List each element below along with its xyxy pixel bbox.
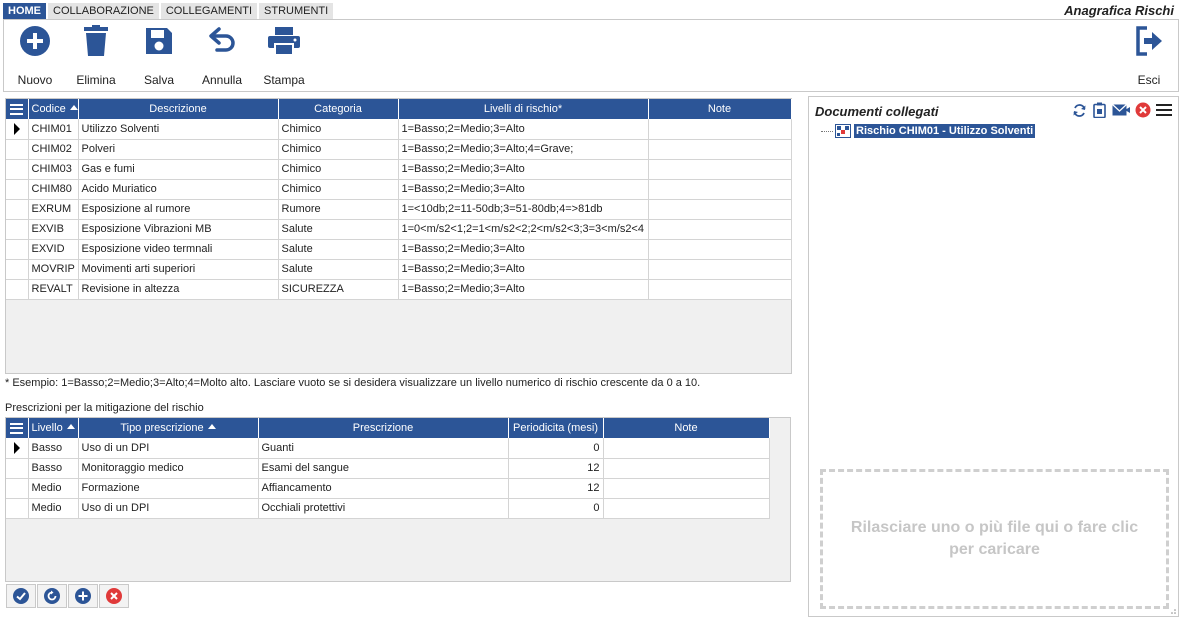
clipboard-icon[interactable] — [1092, 102, 1107, 118]
hamburger-icon[interactable] — [1156, 103, 1172, 117]
print-button-label: Stampa — [263, 73, 305, 87]
table-row[interactable] — [6, 259, 791, 279]
save-button-label: Salva — [143, 73, 175, 87]
cell-note[interactable] — [648, 279, 791, 299]
cell-livelli[interactable]: 1=0<m/s2<1;2=1<m/s2<2;2<m/s2<3;3=3<m/s2<4 — [398, 219, 648, 239]
column-header-livello[interactable] — [28, 418, 78, 438]
cell-codice[interactable]: CHIM03 — [28, 159, 78, 179]
exit-button-label: Esci — [1137, 73, 1161, 87]
cell-codice[interactable]: REVALT — [28, 279, 78, 299]
row-selector[interactable] — [6, 199, 28, 219]
table-row[interactable] — [6, 119, 791, 139]
plus-circle-icon — [74, 587, 92, 605]
tab-bar — [3, 3, 1179, 20]
cell-periodicita[interactable]: 12 — [508, 458, 603, 478]
email-icon[interactable] — [1112, 103, 1130, 117]
refresh-circle-icon — [43, 587, 61, 605]
column-header-codice-label: Codice — [31, 103, 66, 115]
cell-livello[interactable]: Medio — [28, 478, 78, 498]
column-header-livelli[interactable]: Livelli di rischio* — [398, 99, 648, 119]
column-header-note[interactable]: Note — [603, 418, 769, 438]
sort-ascending-icon — [208, 424, 216, 429]
grid-action-buttons — [6, 584, 130, 608]
plus-circle-icon — [4, 24, 66, 58]
save-button[interactable] — [128, 24, 190, 87]
cell-categoria[interactable]: Rumore — [278, 199, 398, 219]
current-row-arrow-icon — [14, 123, 20, 135]
grid-menu-button[interactable] — [6, 99, 28, 119]
cell-livelli[interactable]: 1=Basso;2=Medio;3=Alto — [398, 259, 648, 279]
tree-connector — [821, 131, 833, 132]
table-row[interactable] — [6, 159, 791, 179]
document-node-icon — [835, 124, 851, 138]
column-header-periodicita[interactable]: Periodicita (mesi) — [508, 418, 603, 438]
exit-icon — [1118, 24, 1180, 58]
column-header-tipo-prescrizione[interactable] — [78, 418, 258, 438]
delete-button-label: Elimina — [76, 73, 116, 87]
cell-note[interactable] — [603, 478, 769, 498]
cell-descrizione[interactable]: Polveri — [78, 139, 278, 159]
cell-tipo[interactable]: Uso di un DPI — [78, 498, 258, 518]
cell-note[interactable] — [603, 498, 769, 518]
grid-menu-button[interactable] — [6, 418, 28, 438]
cell-note[interactable] — [648, 239, 791, 259]
row-selector[interactable] — [6, 259, 28, 279]
undo-button-label: Annulla — [201, 73, 243, 87]
cell-categoria[interactable]: Salute — [278, 239, 398, 259]
tab-strumenti[interactable]: STRUMENTI — [259, 3, 333, 19]
tab-home[interactable]: HOME — [3, 3, 46, 19]
cell-categoria[interactable]: Chimico — [278, 159, 398, 179]
column-header-prescrizione[interactable]: Prescrizione — [258, 418, 508, 438]
floppy-disk-icon — [128, 24, 190, 58]
column-header-descrizione[interactable]: Descrizione — [78, 99, 278, 119]
table-row[interactable] — [6, 179, 791, 199]
add-row-button[interactable] — [68, 584, 98, 608]
hamburger-icon — [10, 104, 23, 115]
footnote-text: * Esempio: 1=Basso;2=Medio;3=Alto;4=Molto alto. Lasciare vuoto se si desidera visualizzare un livello numerico di rischio crescente da 0 a 10. — [5, 377, 701, 389]
risks-grid-header — [6, 99, 791, 119]
cell-categoria[interactable]: Salute — [278, 219, 398, 239]
row-selector[interactable] — [6, 219, 28, 239]
cell-note[interactable] — [648, 259, 791, 279]
cell-livelli[interactable]: 1=<10db;2=11-50db;3=51-80db;4=>81db — [398, 199, 648, 219]
close-circle-icon[interactable] — [1135, 102, 1151, 118]
cell-descrizione[interactable]: Revisione in altezza — [78, 279, 278, 299]
table-row[interactable] — [6, 219, 791, 239]
column-header-tipo-label: Tipo prescrizione — [120, 422, 204, 434]
delete-row-button[interactable] — [99, 584, 129, 608]
cell-tipo[interactable]: Formazione — [78, 478, 258, 498]
dropzone-text: Rilasciare uno o più file qui o fare clic per caricare — [850, 519, 1139, 558]
column-header-codice[interactable] — [28, 99, 78, 119]
cell-note[interactable] — [648, 119, 791, 139]
table-row[interactable] — [6, 438, 769, 458]
check-circle-icon — [12, 587, 30, 605]
cell-note[interactable] — [648, 199, 791, 219]
cell-note[interactable] — [648, 219, 791, 239]
cell-prescrizione[interactable]: Guanti — [258, 438, 508, 458]
refresh-icon[interactable] — [1072, 103, 1087, 118]
row-selector[interactable] — [6, 239, 28, 259]
trash-icon — [65, 24, 127, 58]
delete-button[interactable] — [65, 24, 127, 87]
cell-codice[interactable]: EXVID — [28, 239, 78, 259]
file-dropzone[interactable] — [820, 469, 1169, 609]
new-button-label: Nuovo — [17, 73, 53, 87]
table-row[interactable] — [6, 458, 769, 478]
cell-livello[interactable]: Basso — [28, 458, 78, 478]
table-row[interactable] — [6, 139, 791, 159]
cell-periodicita[interactable]: 12 — [508, 478, 603, 498]
cell-descrizione[interactable]: Gas e fumi — [78, 159, 278, 179]
confirm-button[interactable] — [6, 584, 36, 608]
ribbon-toolbar — [3, 19, 1179, 92]
column-header-categoria[interactable]: Categoria — [278, 99, 398, 119]
cell-codice[interactable]: CHIM01 — [28, 119, 78, 139]
cell-livelli[interactable]: 1=Basso;2=Medio;3=Alto — [398, 119, 648, 139]
cell-descrizione[interactable]: Esposizione Vibrazioni MB — [78, 219, 278, 239]
cell-tipo[interactable]: Uso di un DPI — [78, 438, 258, 458]
cell-prescrizione[interactable]: Affiancamento — [258, 478, 508, 498]
cell-codice[interactable]: CHIM80 — [28, 179, 78, 199]
cell-categoria[interactable]: SICUREZZA — [278, 279, 398, 299]
cell-prescrizione[interactable]: Esami del sangue — [258, 458, 508, 478]
cell-categoria[interactable]: Chimico — [278, 139, 398, 159]
table-row[interactable] — [6, 279, 791, 299]
hamburger-icon — [10, 423, 23, 434]
row-selector[interactable] — [6, 438, 28, 458]
table-row[interactable] — [6, 239, 791, 259]
app-title: Anagrafica Rischi — [1064, 3, 1174, 18]
prescriptions-title: Prescrizioni per la mitigazione del rischio — [5, 402, 204, 414]
tab-collaborazione[interactable]: COLLABORAZIONE — [48, 3, 159, 19]
print-button[interactable] — [253, 24, 315, 87]
cell-note[interactable] — [648, 179, 791, 199]
cell-note[interactable] — [648, 159, 791, 179]
row-selector[interactable] — [6, 159, 28, 179]
documents-toolbar — [1072, 102, 1172, 118]
row-selector[interactable] — [6, 498, 28, 518]
new-button[interactable] — [4, 24, 66, 87]
column-header-livello-label: Livello — [31, 422, 63, 434]
cell-note[interactable] — [648, 139, 791, 159]
cell-livelli[interactable]: 1=Basso;2=Medio;3=Alto — [398, 159, 648, 179]
exit-button[interactable] — [1118, 24, 1180, 87]
row-selector[interactable] — [6, 179, 28, 199]
current-row-arrow-icon — [14, 442, 20, 454]
row-selector[interactable] — [6, 279, 28, 299]
sort-ascending-icon — [70, 105, 78, 110]
linked-documents-panel — [808, 96, 1179, 617]
linked-documents-title: Documenti collegati — [815, 104, 939, 119]
row-selector[interactable] — [6, 119, 28, 139]
cell-codice[interactable]: CHIM02 — [28, 139, 78, 159]
cell-periodicita[interactable]: 0 — [508, 498, 603, 518]
resize-grip-icon[interactable] — [1168, 606, 1176, 614]
table-row[interactable] — [6, 498, 769, 518]
cell-codice[interactable]: MOVRIP — [28, 259, 78, 279]
cell-livello[interactable]: Medio — [28, 498, 78, 518]
row-selector[interactable] — [6, 458, 28, 478]
column-header-note[interactable]: Note — [648, 99, 791, 119]
document-tree-item[interactable] — [821, 124, 1035, 138]
prescriptions-grid-header — [6, 418, 769, 438]
document-tree-item-label: Rischio CHIM01 - Utilizzo Solventi — [856, 125, 1034, 137]
cell-tipo[interactable]: Monitoraggio medico — [78, 458, 258, 478]
cell-livelli[interactable]: 1=Basso;2=Medio;3=Alto — [398, 279, 648, 299]
cell-prescrizione[interactable]: Occhiali protettivi — [258, 498, 508, 518]
cell-livelli[interactable]: 1=Basso;2=Medio;3=Alto;4=Grave; — [398, 139, 648, 159]
printer-icon — [253, 24, 315, 58]
undo-arrow-icon — [191, 24, 253, 58]
cell-periodicita[interactable]: 0 — [508, 438, 603, 458]
row-selector[interactable] — [6, 478, 28, 498]
refresh-button[interactable] — [37, 584, 67, 608]
cell-livelli[interactable]: 1=Basso;2=Medio;3=Alto — [398, 179, 648, 199]
sort-ascending-icon — [67, 424, 75, 429]
cell-codice[interactable]: EXRUM — [28, 199, 78, 219]
cell-descrizione[interactable]: Esposizione al rumore — [78, 199, 278, 219]
cell-livelli[interactable]: 1=Basso;2=Medio;3=Alto — [398, 239, 648, 259]
cell-note[interactable] — [603, 458, 769, 478]
cell-note[interactable] — [603, 438, 769, 458]
table-row[interactable] — [6, 199, 791, 219]
cell-descrizione[interactable]: Utilizzo Solventi — [78, 119, 278, 139]
cell-descrizione[interactable]: Acido Muriatico — [78, 179, 278, 199]
prescriptions-grid — [5, 417, 791, 582]
cell-livello[interactable]: Basso — [28, 438, 78, 458]
cell-categoria[interactable]: Chimico — [278, 179, 398, 199]
cell-codice[interactable]: EXVIB — [28, 219, 78, 239]
row-selector[interactable] — [6, 139, 28, 159]
cell-descrizione[interactable]: Esposizione video termnali — [78, 239, 278, 259]
close-circle-icon — [105, 587, 123, 605]
tab-collegamenti[interactable]: COLLEGAMENTI — [161, 3, 257, 19]
risks-grid — [5, 98, 792, 374]
undo-button[interactable] — [191, 24, 253, 87]
table-row[interactable] — [6, 478, 769, 498]
cell-descrizione[interactable]: Movimenti arti superiori — [78, 259, 278, 279]
cell-categoria[interactable]: Chimico — [278, 119, 398, 139]
cell-categoria[interactable]: Salute — [278, 259, 398, 279]
